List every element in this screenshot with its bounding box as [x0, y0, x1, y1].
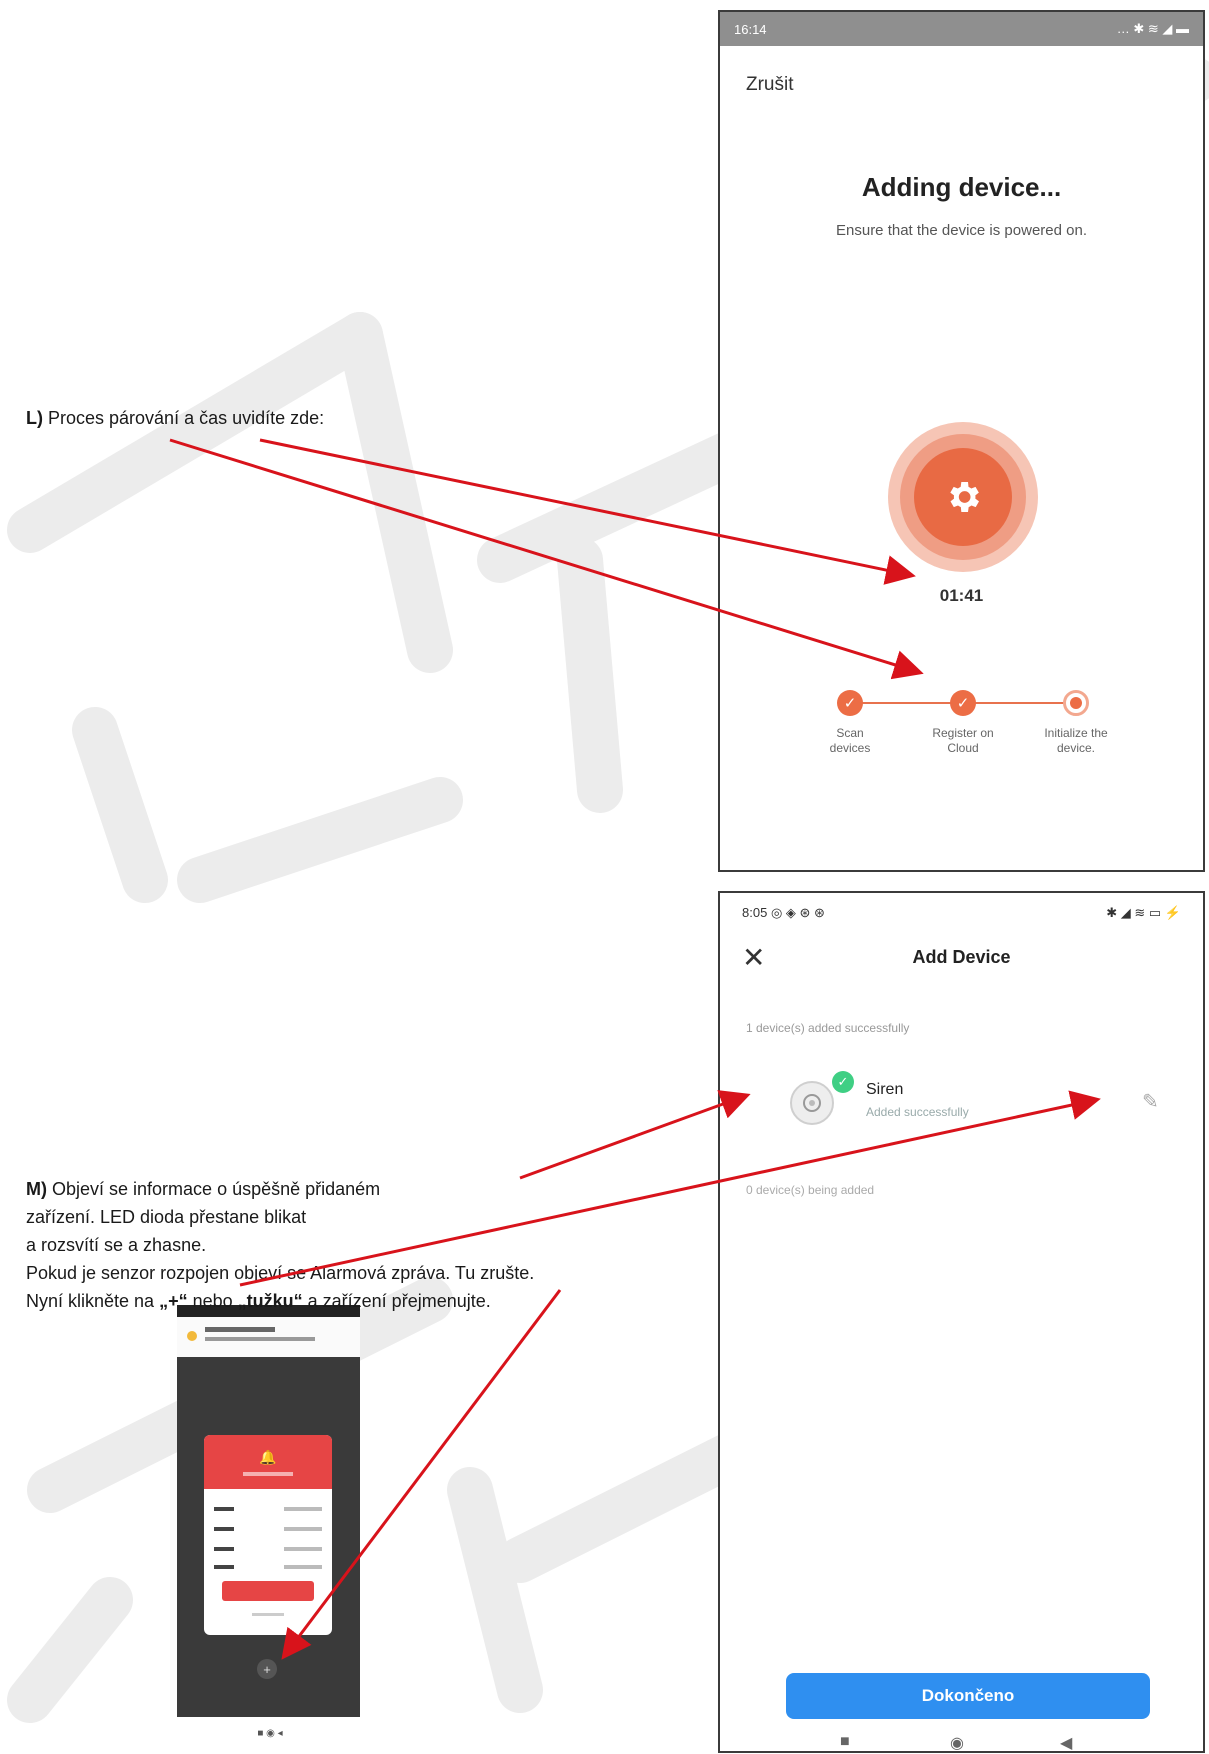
- phone-alarm-alert: [177, 1305, 360, 1717]
- note-m-line1: Objeví se informace o úspěšně přidaném: [47, 1179, 381, 1199]
- note-l-label: L): [26, 408, 43, 428]
- note-m-line5a: Nyní klikněte na: [26, 1291, 160, 1311]
- note-l-text: Proces párování a čas uvidíte zde:: [43, 408, 325, 428]
- back-icon[interactable]: ◀: [1060, 1735, 1073, 1752]
- note-m-label: M): [26, 1179, 47, 1199]
- adding-section-label: 0 device(s) being added: [746, 1183, 875, 1197]
- note-l: [26, 408, 324, 429]
- status-left-icons: ◎ ◈ ⊛ ⊛: [770, 905, 825, 920]
- android-nav-bar: [720, 1729, 1203, 1753]
- notification-banner: [177, 1317, 360, 1357]
- note-m-pencil-term: „tužku“: [237, 1291, 303, 1311]
- status-right-icons: ✱ ◢ ≋ ▭ ⚡: [1106, 905, 1181, 920]
- siren-device-icon: [790, 1081, 834, 1125]
- page-title: Adding device...: [861, 172, 1062, 202]
- alarm-confirm-button[interactable]: [222, 1581, 314, 1601]
- page-title: Add Device: [912, 947, 1011, 967]
- header: [720, 933, 1203, 985]
- device-status: Added successfully: [866, 1105, 969, 1119]
- status-icons: … ✱ ≋ ◢ ▬: [1116, 21, 1189, 36]
- home-icon[interactable]: ◉: [950, 1735, 964, 1752]
- note-m-line5c: a zařízení přejmenujte.: [302, 1291, 491, 1311]
- phone-adding-device: [718, 10, 1205, 872]
- status-bar: [720, 893, 1203, 933]
- note-m-plus-term: „+“: [159, 1291, 188, 1311]
- notification-bell-icon: [187, 1331, 197, 1341]
- device-name: Siren: [866, 1081, 904, 1098]
- device-row[interactable]: [746, 1069, 1176, 1139]
- add-plus-button[interactable]: +: [257, 1659, 277, 1679]
- phone-add-device: [718, 891, 1205, 1753]
- close-icon[interactable]: ✕: [742, 942, 766, 973]
- step-scan-check-icon: ✓: [837, 690, 863, 716]
- note-m: [26, 1175, 534, 1315]
- note-m-line2: zařízení. LED dioda přestane blikat: [26, 1207, 307, 1227]
- status-time: 8:05: [742, 905, 768, 920]
- pairing-timer: 01:41: [939, 586, 984, 605]
- step-register-label: Register on Cloud: [932, 726, 994, 755]
- step-register-check-icon: ✓: [950, 690, 976, 716]
- alarm-card: [204, 1435, 332, 1635]
- note-m-line4: Pokud je senzor rozpojen objeví se Alarmová zpráva. Tu zrušte.: [26, 1263, 535, 1283]
- progress-spinner: [888, 422, 1038, 572]
- note-m-line3: a rozsvítí se a zhasne.: [26, 1235, 207, 1255]
- success-check-icon: ✓: [832, 1071, 854, 1093]
- pencil-edit-icon[interactable]: ✎: [1142, 1091, 1159, 1113]
- gear-icon: [943, 477, 983, 517]
- step-scan-label: Scan devices: [829, 726, 871, 755]
- added-section-label: 1 device(s) added successfully: [746, 1021, 910, 1035]
- cancel-button[interactable]: Zrušit: [746, 74, 794, 95]
- step-initialize-label: Initialize the device.: [1044, 726, 1108, 755]
- alarm-phone-nav: ■ ◉ ◂: [257, 1728, 283, 1739]
- done-button[interactable]: Dokončeno: [786, 1673, 1150, 1719]
- recent-apps-icon[interactable]: ■: [840, 1733, 850, 1750]
- note-m-line5b: nebo: [187, 1291, 238, 1311]
- alarm-secondary-link[interactable]: [252, 1613, 284, 1616]
- status-bar: [720, 12, 1203, 46]
- step-initialize-progress-icon: [1063, 690, 1089, 716]
- bell-icon: 🔔: [259, 1448, 277, 1465]
- status-time: 16:14: [734, 21, 767, 37]
- page-subtitle: Ensure that the device is powered on.: [836, 222, 1087, 239]
